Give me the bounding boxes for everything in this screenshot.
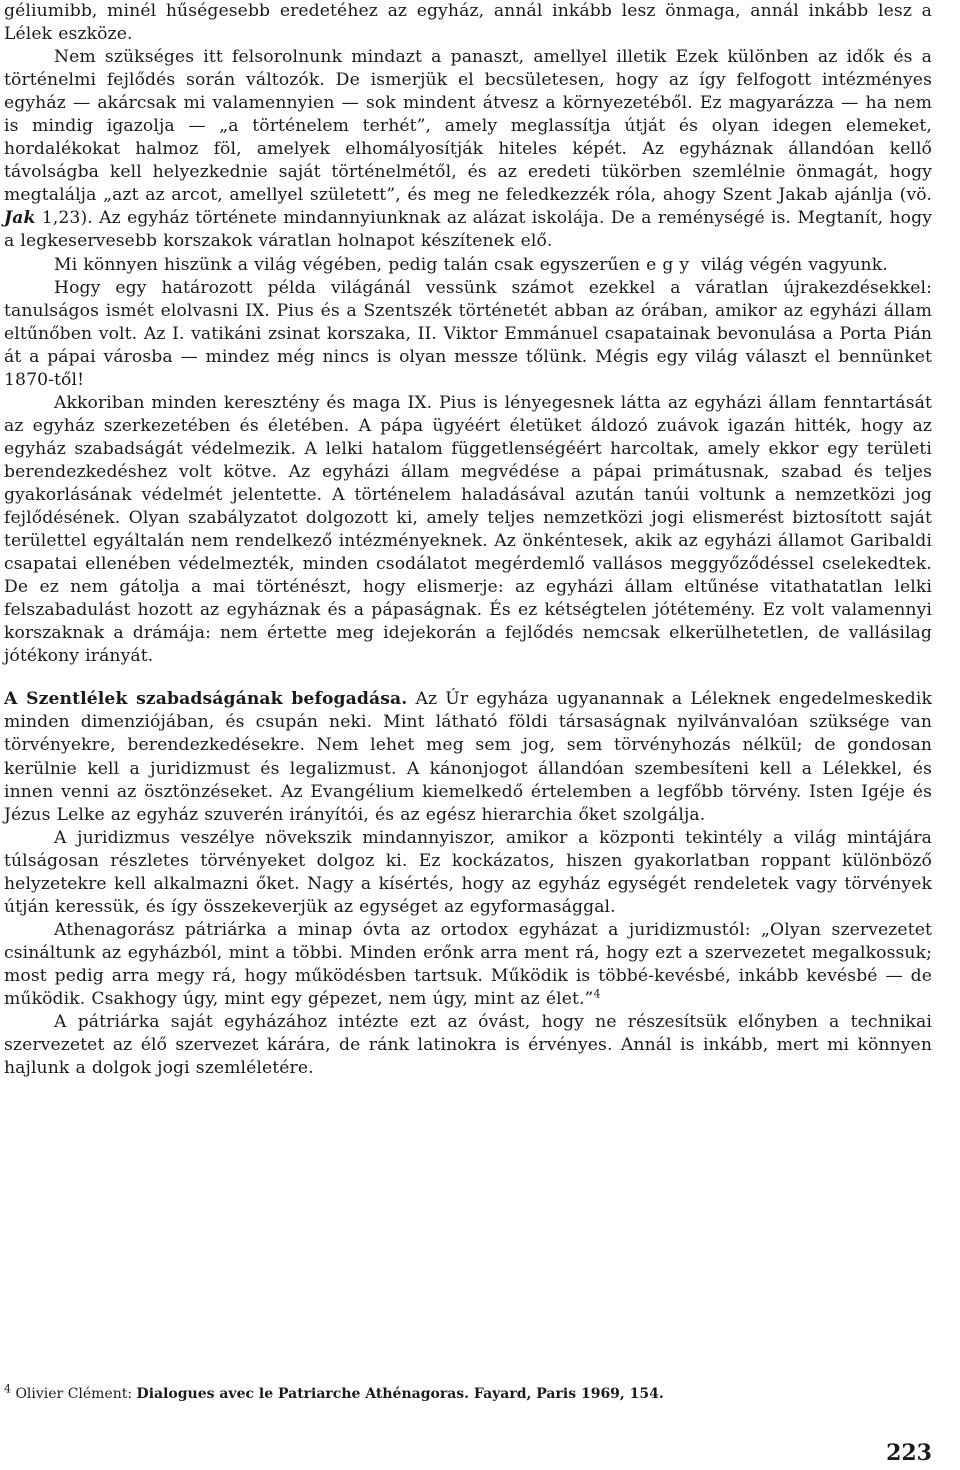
paragraph-8 [4,1011,932,1080]
paragraph-3 [4,277,932,392]
paragraph-7-text: Athenagorász pátriárka a minap óvta az ortodox egyházat a juridizmustól: „Olyan szervezetet csináltunk az egyházból, mint a többi. Minden erőnk arra ment rá, hogy ezt a szervezetet megalkossuk; most pedig arra megy rá, hogy működésben tartsuk. Működik is többé-kevésbé, inkább kevésbé — de működik. Csakhogy úgy, mint egy gépezet, nem úgy, mint az élet.” [4,919,932,1009]
paragraph-5-text: Az Úr egyháza ugyanannak a Léleknek engedelmeskedik minden dimenziójában, és csupán neki. Mint látható földi társaságnak nyilvánvalóan szüksége van törvényekre, berendezkedésekre. Nem lehet meg sem jog, sem törvényhozás nélkül; de gondosan kerülnie kell a juridizmust és legalizmust. A kánonjogot állandóan szembesíteni kell a Lélekkel, és innen venni az ösztönzéseket. Az Evangélium kiemelkedő értelemben a legfőbb törvény. Isten Igéje és Jézus Lelke az egyház szuverén irányítói, és az egész hierarchia őket szolgálja. [4,689,933,825]
paragraph-1-text-a: Nem szükséges itt felsorolnunk mindazt a panaszt, amellyel illetik Ezek különben az idők és a történelmi fejlődés során változók. De ismerjük el becsületesen, hogy az így felfogott intézményes egyház — akárcsak mi valamennyien — sok mindent átvesz a környezetéből. Ez magyarázza — ha nem is mindig igazolja — „a történelem terhét”, amely meglassítja útját és olyan idegen elemeket, hordalékokat halmoz föl, amelyek elhomályosítják hiteles képét. Az egyháznak állandóan kellő távolságba kell helyezkednie saját történelmétől, és az eredeti tükörben szemlélnie önmagát, hogy megtalálja „azt az arcot, amellyel született”, és meg ne feledkezzék róla, ahogy Szent Jakab ajánlja (vö. [4,47,932,206]
section-heading: A Szentlélek szabadságának befogadása. [4,689,408,710]
footnote-number: 4 [4,1382,11,1396]
paragraph-0 [4,0,932,46]
paragraph-6-text: A juridizmus veszélye növekszik mindannyiszor, amikor a központi tekintély a világ mintájára túlságosan részletes törvényeket dolgoz ki. Ez kockázatos, hiszen gyakorlatban roppant különböző helyzetekre kell alkalmazni őket. Nagy a kísértés, hogy az egyház egységét rendeletek vagy törvények útján keressük, és így összekeverjük az egységet az egyformasággal. [4,827,932,917]
page-number: 223 [886,1440,932,1466]
paragraph-3-text: Hogy egy határozott példa világánál vessünk számot ezekkel a váratlan újrakezdésekkel: tanulságos ismét elolvasni IX. Pius és a Szentszék történetét abban az órában, amikor az egyházi állam eltűnőben volt. Az I. vatikáni zsinat korszaka, II. Viktor Emmánuel csapatainak bevonulása a Porta Pián át a pápai városba — mindez még nincs is olyan messze tőlünk. Mégis egy világ választ el bennünket 1870-től! [4,277,932,390]
paragraph-2-text-a: Mi könnyen hiszünk a világ végében, pedig talán csak egyszerűen [54,254,647,275]
paragraph-2-text-b: világ végén vagyunk. [695,254,888,275]
footnote [4,1382,932,1403]
paragraph-2 [4,254,932,277]
paragraph-0-text: géliumibb, minél hűségesebb eredetéhez az egyház, annál inkább lesz önmaga, annál inkább lesz a Lélek eszköze. [4,1,932,45]
footnote-marker: 4 [593,987,601,1001]
paragraph-1-text-b: 1,23). Az egyház története mindannyiunknak az alázat iskolája. De a reménységé is. Megtanít, hogy a legkeservesebb korszakok váratlan holnapot készítenek elő. [4,208,932,252]
page [4,0,932,1470]
paragraph-8-text: A pátriárka saját egyházához intézte ezt az óvást, hogy ne részesítsük előnyben a technikai szervezetet az élő szervezet kárára, de ránk latinokra is érvényes. Annál is inkább, mert mi könnyen hajlunk a dolgok jogi szemléletére. [4,1012,932,1079]
paragraph-5 [4,688,932,826]
paragraph-7 [4,919,932,1011]
main-text [4,0,932,1080]
paragraph-4 [4,392,932,669]
scripture-reference: Jak [4,208,36,229]
footnote-title: Dialogues avec le Patriarche Athénagoras. [136,1386,470,1402]
emphasized-word: egy [646,254,696,275]
footnote-author: Olivier Clément: [11,1386,137,1402]
footnote-publisher: Fayard, Paris 1969, 154. [469,1386,664,1402]
paragraph-4-text: Akkoriban minden keresztény és maga IX. Pius is lényegesnek látta az egyházi állam fenntartását az egyház szerkezetében és életében. A pápa ügyéért életüket áldozó zuávok igazán hitték, hogy az egyház szabadságát védelmezik. A lelki hatalom függetlenségéért harcoltak, amely ekkor egy területi berendezkedéshez volt kötve. Az egyházi állam megvédése a pápai primátusnak, szabad és teljes gyakorlásának védelmét jelentette. A történelem haladásával azután tanúi voltunk a nemzetközi jog fejlődésének. Olyan szabályzatot dolgozott ki, amely teljes nemzetközi jogi elismerést biztosított saját területtel egyáltalán nem rendelkező intézményeknek. Az önkéntesek, akik az egyházi államot Garibaldi csapatai ellenében védelmezték, minden csodálatot megérdemlő vallásos meggyőződéssel cselekedtek. De ez nem gátolja a mai történészt, hogy elismerje: az egyházi állam eltűnése vitathatatlan lelki felszabadulást hozott az egyháznak és a pápaságnak. És ez kétségtelen jótétemény. Ez volt valamennyi korszaknak a drámája: nem értette meg idejekorán a fejlődés nemcsak elkerülhetetlen, de vallásilag jótékony irányát. [4,392,932,667]
paragraph-6 [4,827,932,919]
paragraph-1 [4,46,932,253]
